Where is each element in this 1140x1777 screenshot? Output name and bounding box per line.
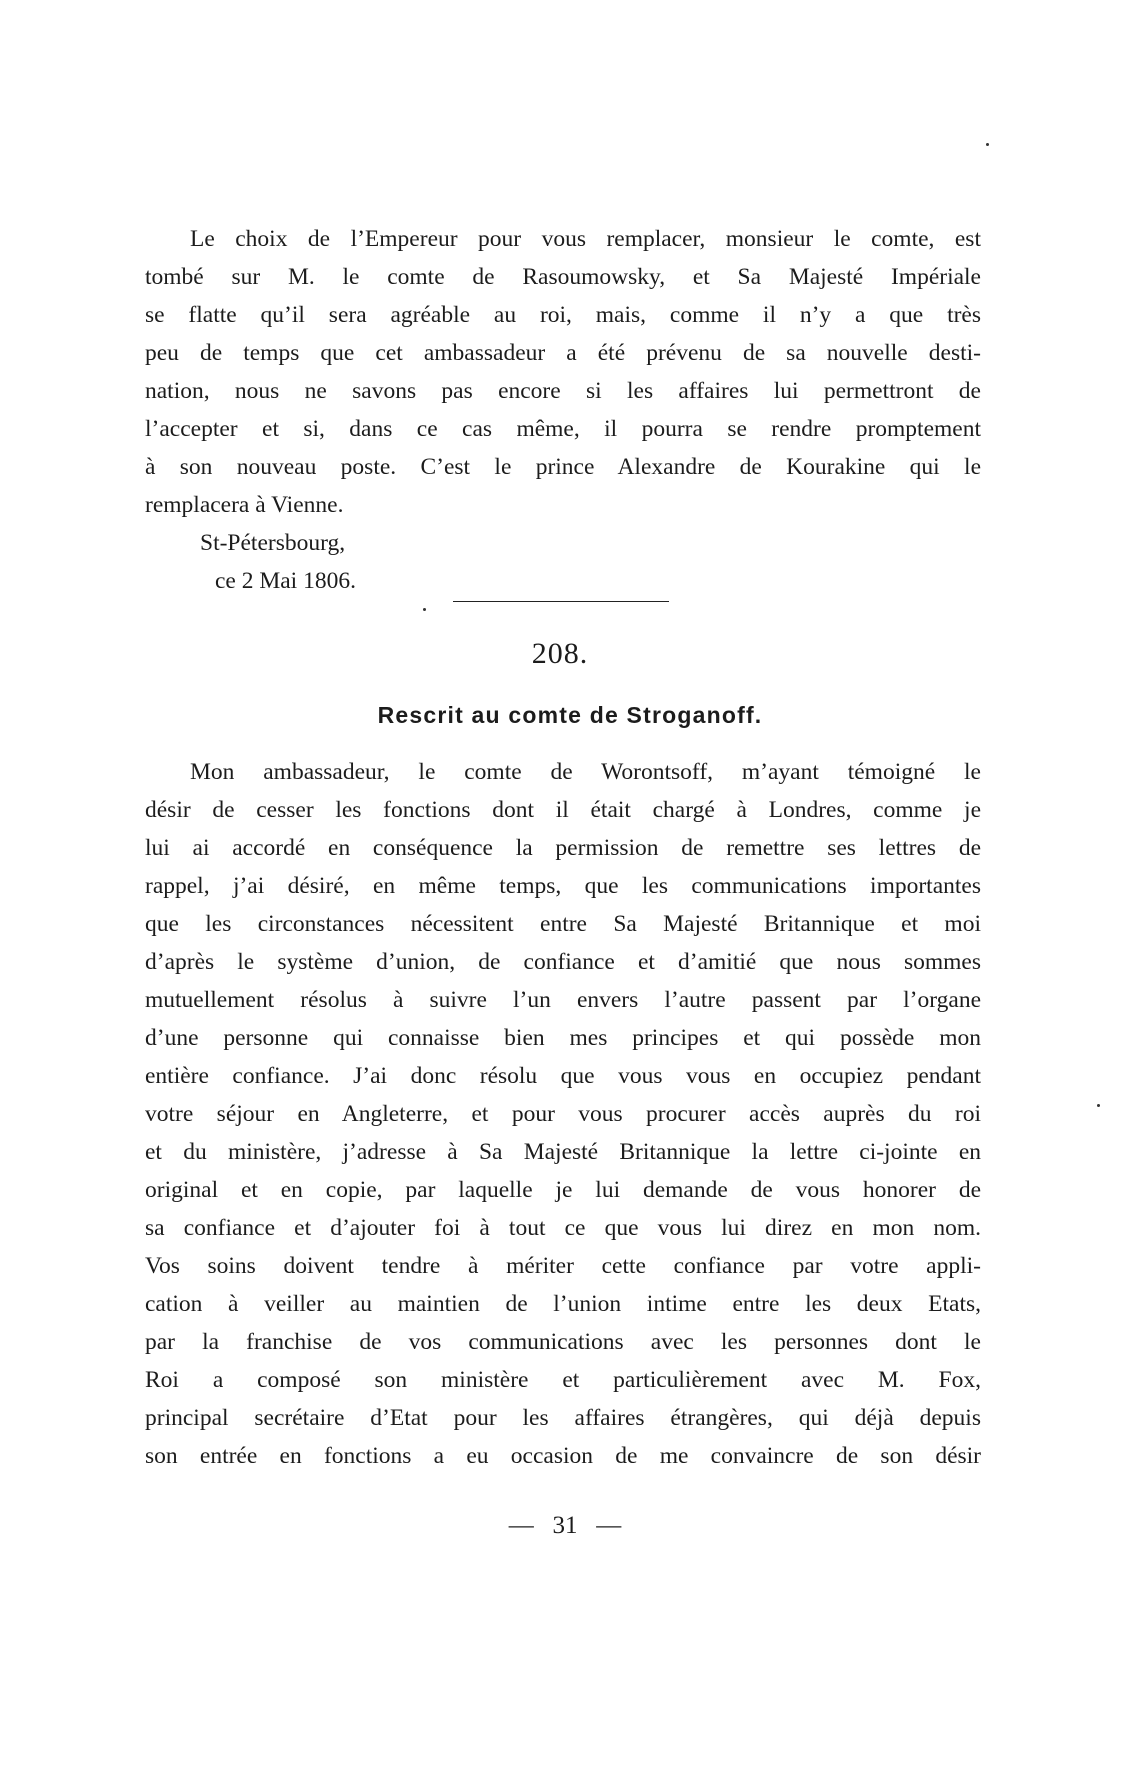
text-line: par la franchise de vos communications avec les personnes dont le xyxy=(145,1329,981,1355)
text-line: Vos soins doivent tendre à mériter cette confiance par votre appli- xyxy=(145,1253,981,1279)
text-line: cation à veiller au maintien de l’union intime entre les deux Etats, xyxy=(145,1291,981,1317)
text-line: lui ai accordé en conséquence la permission de remettre ses lettres de xyxy=(145,835,981,861)
text-line: et du ministère, j’adresse à Sa Majesté Britannique la lettre ci-jointe en xyxy=(145,1139,981,1165)
text-line: tombé sur M. le comte de Rasoumowsky, et Sa Majesté Impériale xyxy=(145,264,981,290)
text-line: d’une personne qui connaisse bien mes principes et qui possède mon xyxy=(145,1025,981,1051)
scan-speck xyxy=(1097,1104,1100,1107)
text-line: que les circonstances nécessitent entre Sa Majesté Britannique et moi xyxy=(145,911,981,937)
text-line: principal secrétaire d’Etat pour les affaires étrangères, qui déjà depuis xyxy=(145,1405,981,1431)
document-title: Rescrit au comte de Stroganoff. xyxy=(377,702,763,728)
text-line: sa confiance et d’ajouter foi à tout ce que vous lui direz en mon nom. xyxy=(145,1215,981,1241)
text-line: désir de cesser les fonctions dont il était chargé à Londres, comme je xyxy=(145,797,981,823)
text-line: l’accepter et si, dans ce cas même, il pourra se rendre promptement xyxy=(145,416,981,442)
text-line: Le choix de l’Empereur pour vous remplacer, monsieur le comte, est xyxy=(190,226,981,252)
text-line: peu de temps que cet ambassadeur a été prévenu de sa nouvelle desti- xyxy=(145,340,981,366)
text-line: votre séjour en Angleterre, et pour vous procurer accès auprès du roi xyxy=(145,1101,981,1127)
text-line: mutuellement résolus à suivre l’un envers l’autre passent par l’organe xyxy=(145,987,981,1013)
text-line: se flatte qu’il sera agréable au roi, mais, comme il n’y a que très xyxy=(145,302,981,328)
text-line: Roi a composé son ministère et particulièrement avec M. Fox, xyxy=(145,1367,981,1393)
text-line: d’après le système d’union, de confiance et d’amitié que nous sommes xyxy=(145,949,981,975)
signoff-date: ce 2 Mai 1806. xyxy=(215,568,356,594)
text-line: entière confiance. J’ai donc résolu que vous vous en occupiez pendant xyxy=(145,1063,981,1089)
text-line: remplacera à Vienne. xyxy=(145,492,344,518)
signoff-place: St-Pétersbourg, xyxy=(200,530,346,556)
text-line: rappel, j’ai désiré, en même temps, que les communications importantes xyxy=(145,873,981,899)
text-line: nation, nous ne savons pas encore si les affaires lui permettront de xyxy=(145,378,981,404)
text-line: à son nouveau poste. C’est le prince Alexandre de Kourakine qui le xyxy=(145,454,981,480)
text-line: original et en copie, par laquelle je lui demande de vous honorer de xyxy=(145,1177,981,1203)
page-number: — 31 — xyxy=(508,1512,622,1539)
text-line: Mon ambassadeur, le comte de Worontsoff, m’ayant témoigné le xyxy=(190,759,981,785)
scan-speck xyxy=(986,143,989,146)
section-divider xyxy=(453,601,669,602)
scan-speck xyxy=(423,608,426,611)
text-line: son entrée en fonctions a eu occasion de me convaincre de son désir xyxy=(145,1443,981,1469)
document-number: 208. xyxy=(531,637,589,670)
